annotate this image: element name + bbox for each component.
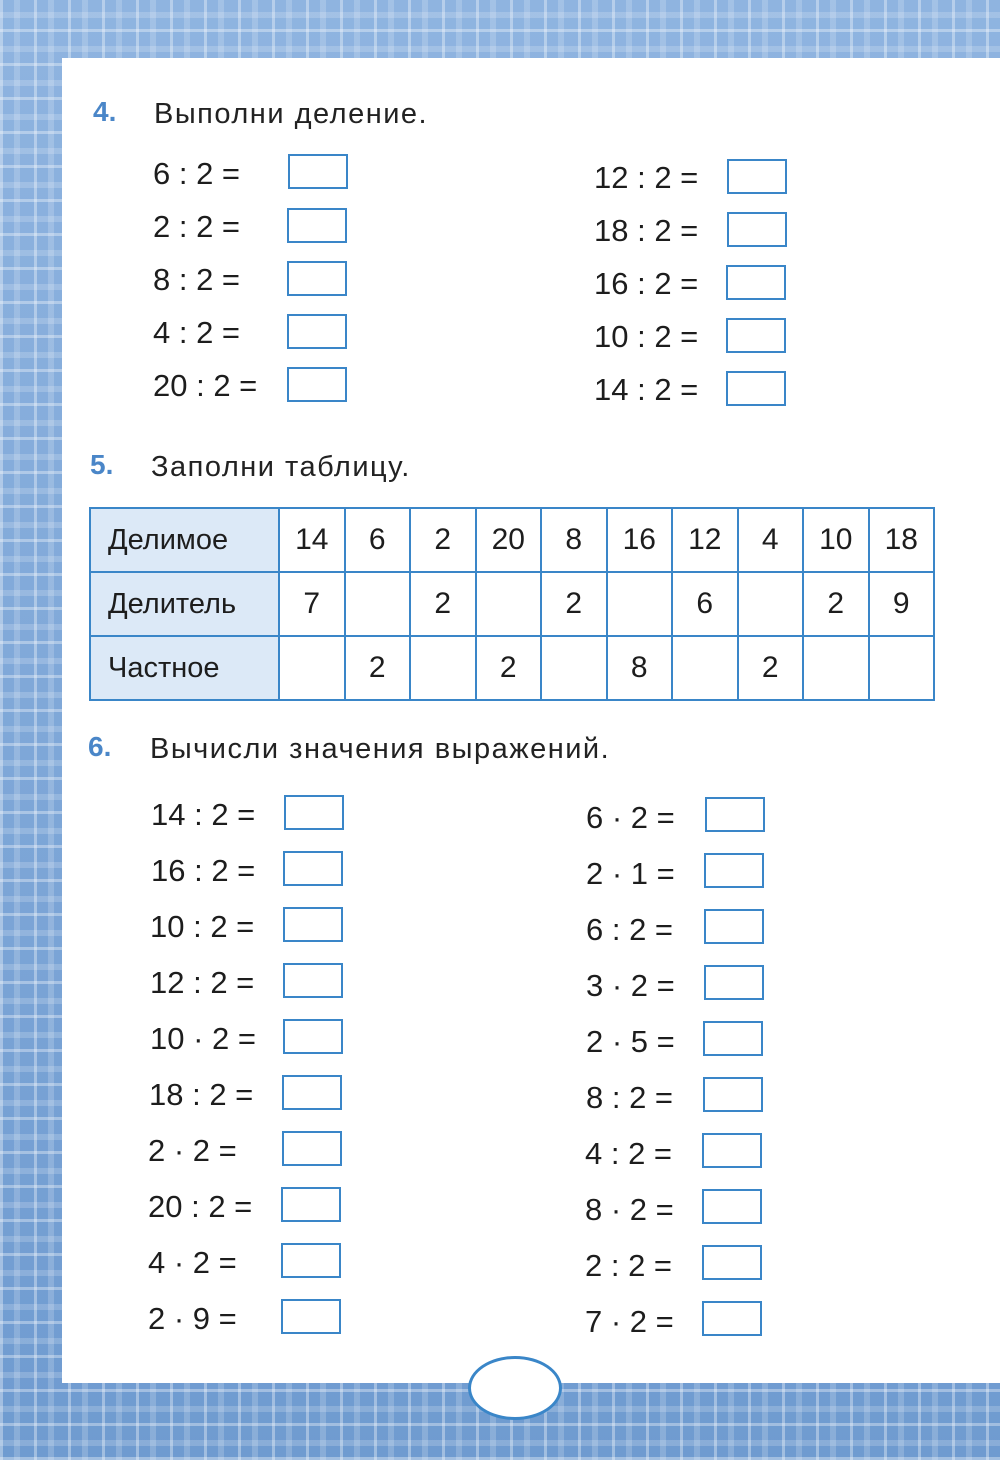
table-cell: 16	[607, 508, 673, 572]
division-table	[89, 507, 935, 701]
table-cell[interactable]: 2	[410, 572, 476, 636]
task-6-left-eq: 18 : 2 =	[149, 1077, 254, 1112]
answer-box[interactable]	[703, 1077, 763, 1112]
task-4-left-eq: 6 : 2 =	[153, 156, 241, 191]
table-cell[interactable]: 9	[869, 572, 935, 636]
table-cell[interactable]	[541, 636, 607, 700]
table-cell: 12	[672, 508, 738, 572]
task-4-number: 4.	[93, 96, 117, 127]
table-cell: 20	[476, 508, 542, 572]
table-cell[interactable]	[803, 636, 869, 700]
answer-box[interactable]	[287, 208, 347, 243]
table-cell[interactable]	[279, 636, 345, 700]
answer-box[interactable]	[283, 851, 343, 886]
answer-box[interactable]	[283, 907, 343, 942]
task-6-left-eq: 4 · 2 =	[148, 1245, 237, 1280]
table-cell[interactable]	[869, 636, 935, 700]
answer-box[interactable]	[704, 965, 764, 1000]
answer-box[interactable]	[287, 367, 347, 402]
table-cell[interactable]	[410, 636, 476, 700]
task-6-left-eq: 2 · 2 =	[148, 1133, 237, 1168]
table-cell: 4	[738, 508, 804, 572]
table-cell[interactable]	[672, 636, 738, 700]
table-cell: 6	[345, 508, 411, 572]
answer-box[interactable]	[287, 261, 347, 296]
table-cell: 2	[410, 508, 476, 572]
table-cell: 18	[869, 508, 935, 572]
answer-box[interactable]	[288, 154, 348, 189]
table-row-dividend	[90, 508, 934, 572]
task-6-right-eq: 2 · 5 =	[586, 1024, 675, 1059]
task-6-right-eq: 3 · 2 =	[586, 968, 675, 1003]
table-cell[interactable]: 2	[345, 636, 411, 700]
table-row-divisor	[90, 572, 934, 636]
answer-box[interactable]	[703, 1021, 763, 1056]
table-cell[interactable]	[607, 572, 673, 636]
task-5-number: 5.	[90, 449, 114, 480]
answer-box[interactable]	[702, 1189, 762, 1224]
task-4-right-eq: 10 : 2 =	[594, 319, 699, 354]
task-6-left-eq: 20 : 2 =	[148, 1189, 253, 1224]
answer-box[interactable]	[702, 1301, 762, 1336]
task-5-title: Заполни таблицу.	[151, 451, 411, 483]
answer-box[interactable]	[704, 853, 764, 888]
table-row-quotient	[90, 636, 934, 700]
table-cell[interactable]: 2	[541, 572, 607, 636]
answer-box[interactable]	[283, 1019, 343, 1054]
table-cell: 14	[279, 508, 345, 572]
answer-box[interactable]	[727, 159, 787, 194]
table-cell[interactable]: 2	[803, 572, 869, 636]
answer-box[interactable]	[726, 318, 786, 353]
task-6-number: 6.	[88, 731, 112, 762]
answer-box[interactable]	[281, 1187, 341, 1222]
table-cell[interactable]: 2	[476, 636, 542, 700]
task-6-right-eq: 4 : 2 =	[585, 1136, 673, 1171]
task-6-left-eq: 10 : 2 =	[150, 909, 255, 944]
answer-box[interactable]	[726, 265, 786, 300]
task-4-right-eq: 18 : 2 =	[594, 213, 699, 248]
workbook-page	[62, 58, 1000, 1383]
table-cell[interactable]	[476, 572, 542, 636]
answer-box[interactable]	[727, 212, 787, 247]
table-cell[interactable]	[738, 572, 804, 636]
task-6-right-eq: 2 · 1 =	[586, 856, 675, 891]
row-label: Делитель	[90, 572, 279, 636]
answer-box[interactable]	[282, 1075, 342, 1110]
task-6-left-eq: 14 : 2 =	[151, 797, 256, 832]
table-cell[interactable]: 6	[672, 572, 738, 636]
task-4-right-eq: 16 : 2 =	[594, 266, 699, 301]
row-label: Делимое	[90, 508, 279, 572]
table-cell: 10	[803, 508, 869, 572]
table-cell[interactable]: 8	[607, 636, 673, 700]
task-6-left-eq: 2 · 9 =	[148, 1301, 237, 1336]
task-4-left-eq: 4 : 2 =	[153, 315, 241, 350]
task-4-left-eq: 2 : 2 =	[153, 209, 241, 244]
answer-box[interactable]	[281, 1299, 341, 1334]
page-number-oval	[468, 1356, 562, 1420]
task-6-right-eq: 7 · 2 =	[585, 1304, 674, 1339]
answer-box[interactable]	[702, 1133, 762, 1168]
task-4-left-eq: 8 : 2 =	[153, 262, 241, 297]
task-6-title: Вычисли значения выражений.	[150, 733, 611, 765]
task-6-left-eq: 12 : 2 =	[150, 965, 255, 1000]
table-cell: 8	[541, 508, 607, 572]
task-6-right-eq: 6 · 2 =	[586, 800, 675, 835]
table-cell[interactable]: 2	[738, 636, 804, 700]
task-4-left-eq: 20 : 2 =	[153, 368, 258, 403]
table-cell[interactable]	[345, 572, 411, 636]
answer-box[interactable]	[726, 371, 786, 406]
answer-box[interactable]	[704, 909, 764, 944]
task-4-right-eq: 12 : 2 =	[594, 160, 699, 195]
answer-box[interactable]	[283, 963, 343, 998]
task-6-right-eq: 8 · 2 =	[585, 1192, 674, 1227]
table-cell[interactable]: 7	[279, 572, 345, 636]
answer-box[interactable]	[702, 1245, 762, 1280]
task-4-right-eq: 14 : 2 =	[594, 372, 699, 407]
task-6-right-eq: 2 : 2 =	[585, 1248, 673, 1283]
row-label: Частное	[90, 636, 279, 700]
answer-box[interactable]	[287, 314, 347, 349]
task-6-left-eq: 16 : 2 =	[151, 853, 256, 888]
answer-box[interactable]	[284, 795, 344, 830]
answer-box[interactable]	[281, 1243, 341, 1278]
task-6-left-eq: 10 · 2 =	[150, 1021, 256, 1056]
task-6-right-eq: 8 : 2 =	[586, 1080, 674, 1115]
answer-box[interactable]	[282, 1131, 342, 1166]
task-6-right-eq: 6 : 2 =	[586, 912, 674, 947]
task-4-title: Выполни деление.	[154, 98, 429, 130]
answer-box[interactable]	[705, 797, 765, 832]
